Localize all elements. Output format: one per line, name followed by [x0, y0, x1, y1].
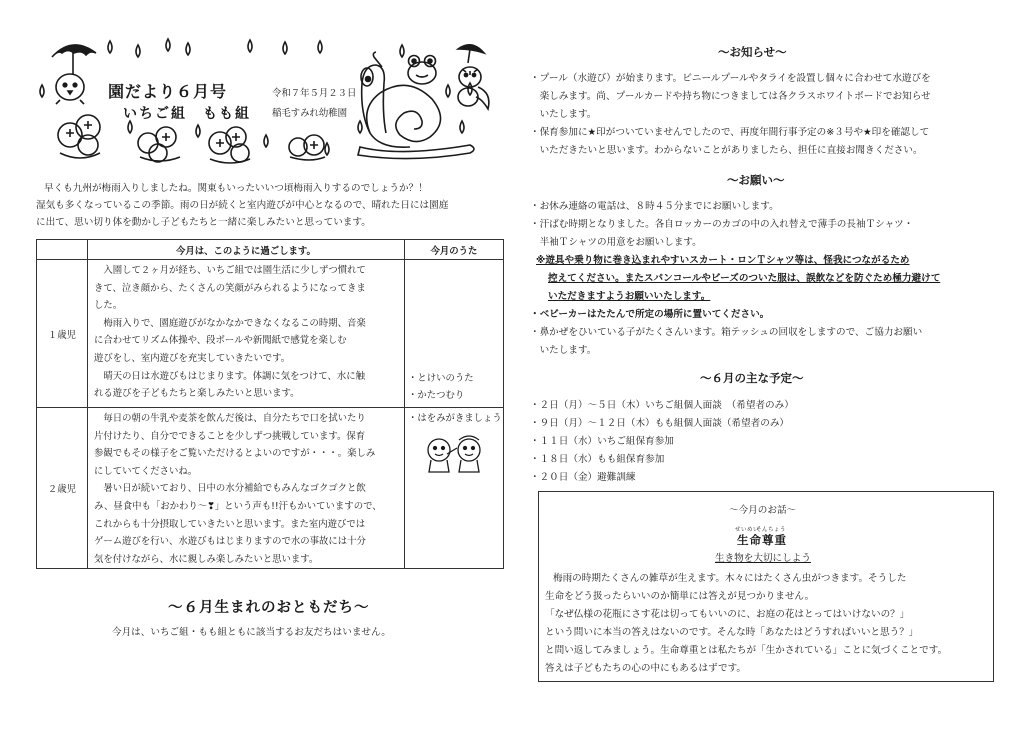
- intro-line: 湿気も多くなっているこの季節。雨の日が続くと室内遊びが中心となるので、晴れた日には園庭: [36, 200, 449, 211]
- activity-cell: [88, 260, 405, 408]
- kids-brushing-teeth-icon: [409, 432, 499, 476]
- activity-line: にしていてくださいね。: [94, 465, 198, 477]
- notices-title: ～お知らせ～: [718, 45, 787, 59]
- request-warning: ※遊具や乗り物に巻き込まれやすいスカート・ロンＴシャツ等は、怪我につながるため: [536, 255, 910, 266]
- class-names: いちご組 もも組: [123, 106, 251, 122]
- birthday-text: 今月は、いちご組・もも組ともに該当するお友だちはいません。: [112, 627, 391, 638]
- story-title-ruby: せいめい: [735, 527, 760, 533]
- monthly-story-box: [538, 491, 994, 682]
- request-line: ・鼻かぜをひいている子がたくさんいます。箱テッシュの回収をしますので、ご協力お願い: [530, 327, 923, 338]
- story-line: 梅雨の時期たくさんの雑草が生えます。木々にはたくさん虫がつきます。そうした: [553, 573, 907, 584]
- schedule-item: ・９日（月）～１２日（木）もも組個人面談（希望者のみ）: [530, 418, 790, 429]
- story-subtitle: 生き物を大切にしよう: [715, 553, 811, 564]
- notice-line: ・プール（水遊び）が始まります。ビニールプールやタライを設置し個々に合わせて水遊びを: [530, 73, 931, 84]
- table-row: [37, 408, 504, 569]
- intro-line: に出て、思い切り体を動かし子どもたちと一緒に楽しみたいと思っています。: [36, 217, 371, 228]
- activity-line: きて、泣き顔から、たくさんの笑顔がみられるようになってきま: [94, 282, 366, 294]
- activity-line: 梅雨入りで、園庭遊びがなかなかできなくなるこの時期、音楽: [94, 317, 366, 329]
- monthly-plan-table: [36, 239, 504, 569]
- activity-line: 気を付けながら、水に親しみ楽しみたいと思います。: [94, 553, 319, 565]
- activity-line: ゲーム遊びを行い、水遊びもはじまりますので水の事故には十分: [94, 536, 366, 548]
- request-warning: いただきますようお願いいたします。: [548, 291, 711, 302]
- schedule-item: ・１１日（水）いちご組保育参加: [530, 436, 674, 447]
- request-warning: 控えてください。またスパンコールやビーズのついた服は、誤飲などを防ぐため極力避けて: [548, 273, 941, 284]
- squirrel-icon: [458, 45, 489, 109]
- request-line: ・お休み連絡の電話は、８時４５分までにお願いします。: [530, 201, 779, 212]
- table-header-main: 今月は、このように過ごします。: [88, 240, 405, 260]
- table-row: [37, 260, 504, 408]
- activity-line: 参観でもその様子をご覧いただけるとよいのですが・・・。楽しみ: [94, 448, 376, 460]
- activity-line: に合わせてリズム体操や、段ボールや新聞紙で感覚を楽しむ: [94, 335, 347, 347]
- request-line: 半袖Ｔシャツの用意をお願いします。: [530, 237, 702, 248]
- activity-line: 遊びをし、室内遊びを充実していきたいです。: [94, 352, 291, 364]
- story-line: 「なぜ仏様の花瓶にさす花は切ってもいいのに、お庭の花はとってはいけないの？」: [545, 609, 910, 620]
- activity-line: 毎日の朝の牛乳や麦茶を飲んだ後は、自分たちで口を拭いたり: [94, 413, 366, 424]
- schedule-item: ・１８日（水）もも組保育参加: [530, 454, 665, 465]
- notice-line: ・保育参加に★印がついていませんでしたので、再度年間行事予定の※３号や★印を確認して: [530, 127, 930, 138]
- song-item: ・かたつむり: [408, 390, 465, 401]
- age-label: ２歳児: [37, 408, 88, 569]
- activity-cell: [88, 408, 405, 569]
- notice-line: 楽しみます。尚、プールカードや持ち物につきましては各クラスホワイトボードでお知らせ: [530, 91, 931, 102]
- activity-line: 暑い日が続いており、日中の水分補給でもみんなゴクゴクと飲: [94, 483, 366, 495]
- activity-line: 入園して２ヶ月が経ち、いちご組では園生活に少しずつ慣れて: [94, 265, 366, 276]
- schedule-item: ・２０日（金）避難訓練: [530, 472, 636, 483]
- story-line: 生命をどう扱ったらいいのか簡単には答えが見つかりません。: [545, 591, 815, 602]
- story-line: という問いに本当の答えはないのです。そんな時「あなたはどうすればいいと思う？」: [545, 627, 919, 638]
- schedule-title: ～６月の主な予定～: [700, 371, 804, 385]
- request-line: ・ベビーカーはたたんで所定の場所に置いてください。: [530, 309, 770, 320]
- umbrella-chick-icon: [52, 45, 96, 104]
- notice-line: いただきたいと思います。わからないことがありましたら、担任に直接お聞きください。: [530, 145, 923, 156]
- song-item: ・はをみがきましょう: [408, 413, 502, 424]
- activity-line: れる遊びを子どもたちと楽しみたいと思います。: [94, 388, 300, 400]
- intro-line: 早くも九州が梅雨入りしましたね。関東もいったいいつ頃梅雨入りするのでしょうか？！: [44, 183, 428, 194]
- story-title: 生命尊重: [737, 533, 787, 547]
- frog-icon: [408, 56, 436, 85]
- activity-line: これからも十分摂取していきたいと思います。また室内遊びでは: [94, 518, 366, 530]
- issue-date: 令和７年５月２３日: [272, 88, 357, 99]
- story-line: 答えは子どもたちの心の中にもあるはずです。: [545, 663, 746, 674]
- story-line: と問い返してみましょう。生命尊重とは私たちが「生かされている」ことに気づくことです。: [545, 645, 948, 656]
- activity-line: 片付けたり、自分でできることを少しずつ挑戦しています。保育: [94, 430, 366, 442]
- requests-title: ～お願い～: [727, 173, 785, 187]
- table-header-song: 今月のうた: [405, 240, 504, 260]
- request-line: ・汗ばむ時期となりました。各自ロッカーのカゴの中の入れ替えで薄手の長袖Ｔシャツ・: [530, 219, 914, 230]
- notice-line: いたします。: [530, 109, 597, 120]
- age-label: １歳児: [37, 260, 88, 408]
- schedule-item: ・２日（月）～５日（木）いちご組個人面談 （希望者のみ）: [530, 400, 794, 411]
- school-name: 稲毛すみれ幼稚園: [272, 108, 348, 119]
- story-title-ruby: そんちょう: [756, 527, 787, 533]
- story-label: ～今月のお話～: [729, 505, 797, 516]
- song-cell: [405, 260, 504, 408]
- birthday-title: ～６月生まれのおともだち～: [168, 600, 370, 616]
- newsletter-title: 園だより６月号: [108, 82, 228, 101]
- song-item: ・とけいのうた: [408, 373, 474, 384]
- header-illustration: [30, 25, 500, 175]
- table-header-age: [37, 240, 88, 260]
- activity-line: した。: [94, 300, 123, 312]
- raindrop-icon: [40, 39, 472, 155]
- activity-line: 晴天の日は水遊びもはじまります。体調に気をつけて、水に触: [94, 370, 365, 382]
- snail-icon: [358, 52, 474, 159]
- activity-line: み、昼食中も「おかわり～❣」という声も!!汗もかいていますので、: [94, 500, 382, 512]
- song-cell: [405, 408, 504, 569]
- request-line: いたします。: [530, 345, 597, 356]
